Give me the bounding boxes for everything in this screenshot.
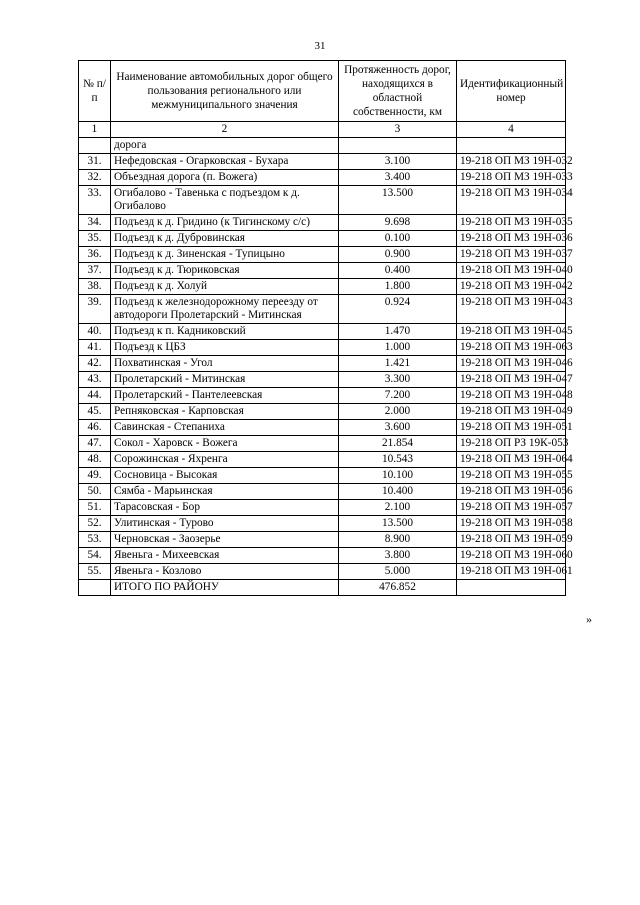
road-id: 19-218 ОП МЗ 19Н-046 <box>457 356 566 372</box>
continuation-text: дорога <box>111 138 339 154</box>
road-id: 19-218 ОП МЗ 19Н-059 <box>457 532 566 548</box>
road-length: 8.900 <box>339 532 457 548</box>
row-number: 43. <box>79 372 111 388</box>
road-name: Подъезд к д. Холуй <box>111 279 339 295</box>
road-name: Подъезд к железнодорожному переезду от автодороги Пролетарский - Митинская <box>111 295 339 324</box>
row-number: 50. <box>79 484 111 500</box>
road-length: 0.400 <box>339 263 457 279</box>
road-length: 1.000 <box>339 340 457 356</box>
road-id: 19-218 ОП МЗ 19Н-033 <box>457 170 566 186</box>
road-length: 10.400 <box>339 484 457 500</box>
row-number: 39. <box>79 295 111 324</box>
table-row <box>79 279 566 295</box>
column-number: 2 <box>111 122 339 138</box>
row-number: 47. <box>79 436 111 452</box>
page-number: 31 <box>314 40 326 52</box>
road-name: Похватинская - Угол <box>111 356 339 372</box>
road-name: Савинская - Степаниха <box>111 420 339 436</box>
road-name: Явеньга - Михеевская <box>111 548 339 564</box>
road-name: Объездная дорога (п. Вожега) <box>111 170 339 186</box>
row-number: 45. <box>79 404 111 420</box>
table-row <box>79 436 566 452</box>
table-row <box>79 231 566 247</box>
row-number: 49. <box>79 468 111 484</box>
road-length: 2.000 <box>339 404 457 420</box>
road-name: Подъезд к п. Кадниковский <box>111 324 339 340</box>
table-row <box>79 404 566 420</box>
table-row <box>79 500 566 516</box>
road-id: 19-218 ОП МЗ 19Н-035 <box>457 215 566 231</box>
road-length: 1.800 <box>339 279 457 295</box>
road-id: 19-218 ОП МЗ 19Н-056 <box>457 484 566 500</box>
road-length: 13.500 <box>339 186 457 215</box>
table-row <box>79 247 566 263</box>
row-number: 52. <box>79 516 111 532</box>
row-number: 46. <box>79 420 111 436</box>
table-row <box>79 372 566 388</box>
road-length: 3.600 <box>339 420 457 436</box>
table-row <box>79 263 566 279</box>
road-id: 19-218 ОП МЗ 19Н-048 <box>457 388 566 404</box>
road-id: 19-218 ОП МЗ 19Н-055 <box>457 468 566 484</box>
row-number: 38. <box>79 279 111 295</box>
row-number: 37. <box>79 263 111 279</box>
table-row <box>79 215 566 231</box>
table-row <box>79 295 566 324</box>
row-number: 34. <box>79 215 111 231</box>
table-row <box>79 548 566 564</box>
road-length: 3.800 <box>339 548 457 564</box>
header-num: № п/п <box>79 61 111 122</box>
row-number: 51. <box>79 500 111 516</box>
row-number: 48. <box>79 452 111 468</box>
road-name: Репняковская - Карповская <box>111 404 339 420</box>
row-number: 36. <box>79 247 111 263</box>
continuation-row <box>79 138 566 154</box>
row-number: 41. <box>79 340 111 356</box>
road-length: 3.400 <box>339 170 457 186</box>
road-length: 0.900 <box>339 247 457 263</box>
road-name: Сокол - Харовск - Вожега <box>111 436 339 452</box>
road-length: 1.421 <box>339 356 457 372</box>
table-row <box>79 532 566 548</box>
road-id: 19-218 ОП МЗ 19Н-063 <box>457 340 566 356</box>
road-name: Пролетарский - Пантелеевская <box>111 388 339 404</box>
road-length: 0.924 <box>339 295 457 324</box>
row-number: 40. <box>79 324 111 340</box>
table-row <box>79 420 566 436</box>
table-row <box>79 324 566 340</box>
total-row <box>79 580 566 596</box>
road-name: Пролетарский - Митинская <box>111 372 339 388</box>
road-length: 3.300 <box>339 372 457 388</box>
table-row <box>79 186 566 215</box>
road-id: 19-218 ОП МЗ 19Н-051 <box>457 420 566 436</box>
column-number: 1 <box>79 122 111 138</box>
road-length: 5.000 <box>339 564 457 580</box>
road-name: Подъезд к д. Тюриковская <box>111 263 339 279</box>
road-name: Огибалово - Тавенька с подъездом к д. Огибалово <box>111 186 339 215</box>
road-id: 19-218 ОП МЗ 19Н-064 <box>457 452 566 468</box>
row-number: 31. <box>79 154 111 170</box>
road-length: 10.543 <box>339 452 457 468</box>
road-id: 19-218 ОП МЗ 19Н-042 <box>457 279 566 295</box>
table-row <box>79 154 566 170</box>
road-name: Сорожинская - Яхренга <box>111 452 339 468</box>
road-id: 19-218 ОП МЗ 19Н-047 <box>457 372 566 388</box>
row-number: 54. <box>79 548 111 564</box>
table-row <box>79 564 566 580</box>
road-id: 19-218 ОП МЗ 19Н-049 <box>457 404 566 420</box>
road-length: 9.698 <box>339 215 457 231</box>
row-number: 33. <box>79 186 111 215</box>
table-row <box>79 452 566 468</box>
road-name: Подъезд к ЦБЗ <box>111 340 339 356</box>
total-label: ИТОГО ПО РАЙОНУ <box>111 580 339 596</box>
row-number: 35. <box>79 231 111 247</box>
road-length: 1.470 <box>339 324 457 340</box>
row-number: 55. <box>79 564 111 580</box>
table-row <box>79 170 566 186</box>
road-id: 19-218 ОП МЗ 19Н-032 <box>457 154 566 170</box>
row-number: 32. <box>79 170 111 186</box>
header-id: Идентификационный номер <box>457 61 566 122</box>
row-number: 42. <box>79 356 111 372</box>
road-name: Улитинская - Турово <box>111 516 339 532</box>
table-row <box>79 388 566 404</box>
table-row <box>79 516 566 532</box>
table-row <box>79 468 566 484</box>
road-id: 19-218 ОП МЗ 19Н-034 <box>457 186 566 215</box>
road-length: 7.200 <box>339 388 457 404</box>
road-name: Нефедовская - Огарковская - Бухара <box>111 154 339 170</box>
header-name: Наименование автомобильных дорог общего пользования регионального или межмуниципального значения <box>111 61 339 122</box>
road-id: 19-218 ОП МЗ 19Н-037 <box>457 247 566 263</box>
road-name: Явеньга - Козлово <box>111 564 339 580</box>
road-id: 19-218 ОП МЗ 19Н-043 <box>457 295 566 324</box>
closing-quote: » <box>586 612 592 626</box>
road-name: Сямба - Марьинская <box>111 484 339 500</box>
road-length: 10.100 <box>339 468 457 484</box>
row-number: 53. <box>79 532 111 548</box>
road-id: 19-218 ОП МЗ 19Н-045 <box>457 324 566 340</box>
road-length: 21.854 <box>339 436 457 452</box>
column-number: 3 <box>339 122 457 138</box>
road-length: 0.100 <box>339 231 457 247</box>
table-row <box>79 340 566 356</box>
road-name: Тарасовская - Бор <box>111 500 339 516</box>
column-number: 4 <box>457 122 566 138</box>
column-numbers-row <box>79 122 566 138</box>
road-id: 19-218 ОП МЗ 19Н-058 <box>457 516 566 532</box>
roads-table <box>78 60 573 596</box>
total-length: 476.852 <box>339 580 457 596</box>
road-name: Подъезд к д. Дубровинская <box>111 231 339 247</box>
road-id: 19-218 ОП МЗ 19Н-040 <box>457 263 566 279</box>
table-row <box>79 356 566 372</box>
road-length: 13.500 <box>339 516 457 532</box>
road-name: Сосновица - Высокая <box>111 468 339 484</box>
road-name: Подъезд к д. Гридино (к Тигинскому с/с) <box>111 215 339 231</box>
road-length: 2.100 <box>339 500 457 516</box>
road-name: Черновская - Заозерье <box>111 532 339 548</box>
road-name: Подъезд к д. Зиненская - Тупицыно <box>111 247 339 263</box>
road-id: 19-218 ОП МЗ 19Н-057 <box>457 500 566 516</box>
road-id: 19-218 ОП РЗ 19К-053 <box>457 436 566 452</box>
row-number: 44. <box>79 388 111 404</box>
table-header-row <box>79 61 566 122</box>
road-id: 19-218 ОП МЗ 19Н-061 <box>457 564 566 580</box>
road-id: 19-218 ОП МЗ 19Н-036 <box>457 231 566 247</box>
road-length: 3.100 <box>339 154 457 170</box>
road-id: 19-218 ОП МЗ 19Н-060 <box>457 548 566 564</box>
header-length: Протяженность дорог, находящихся в областной собственности, км <box>339 61 457 122</box>
table-row <box>79 484 566 500</box>
